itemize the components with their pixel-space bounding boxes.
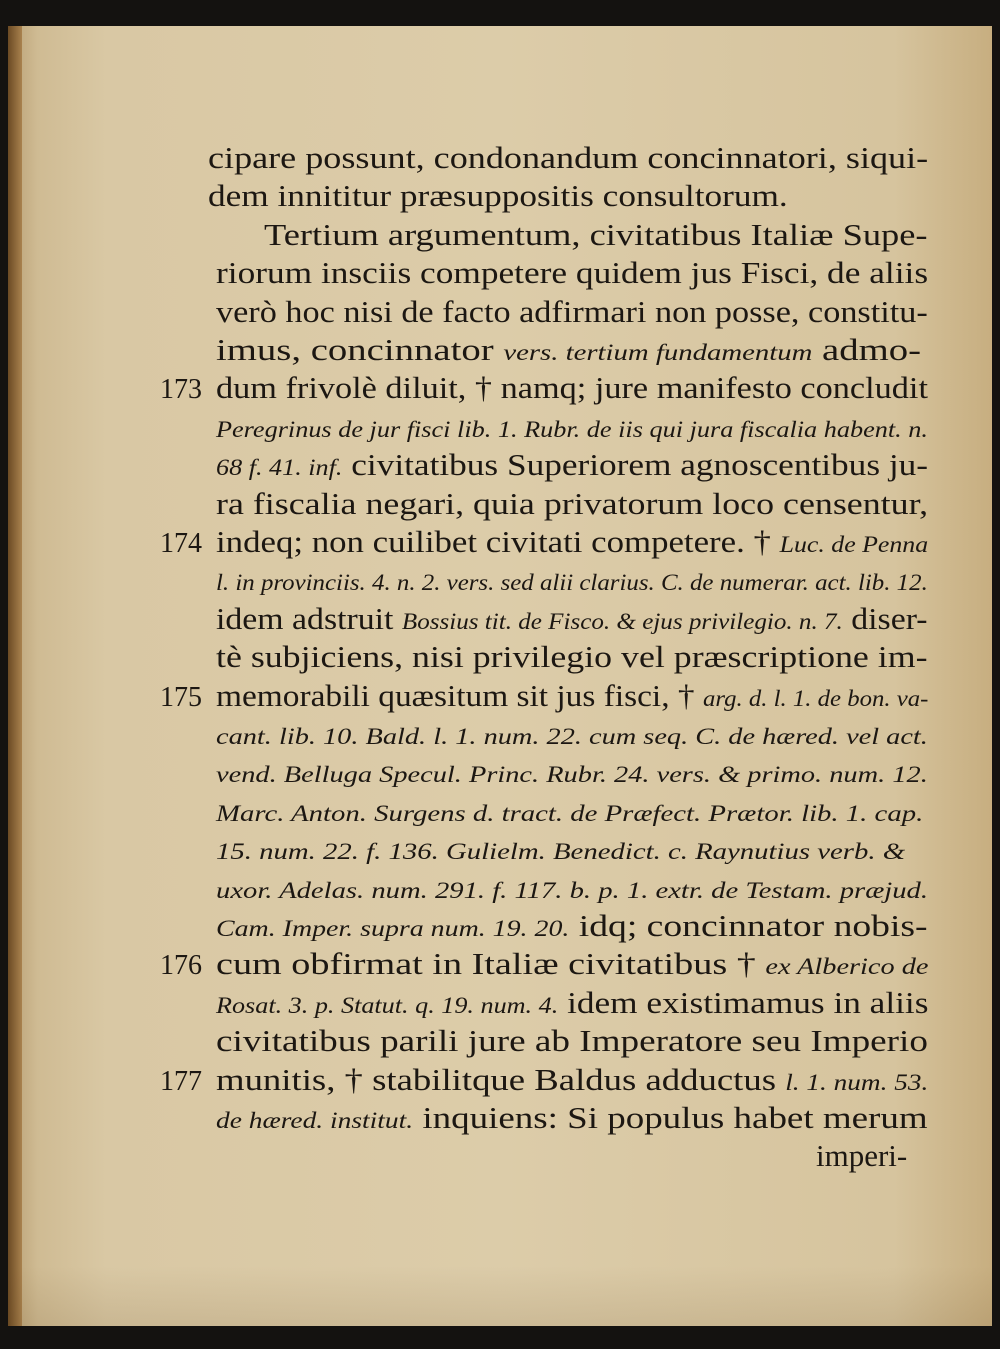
text-line <box>216 332 921 371</box>
citation-text: Luc. de Penna <box>779 532 929 557</box>
text-line <box>208 140 928 176</box>
citation-text: l. in provinciis. 4. n. 2. vers. sed alii clarius. C. de numerar. act. lib. 12. <box>216 570 928 596</box>
text-line <box>216 1062 928 1101</box>
citation-text: Peregrinus de jur fisci lib. 1. Rubr. de iis qui jura fiscalia habent. n. <box>216 416 928 442</box>
body-text: idq; concinnator nobis- <box>569 908 928 943</box>
body-text: ra fiscalia negari, quia privatorum loco censentur, <box>216 485 929 521</box>
book-spine <box>8 26 22 1326</box>
body-text: admo- <box>812 332 922 367</box>
body-text: verò hoc nisi de facto adfirmari non posse, constitu- <box>216 293 928 329</box>
page-shadow <box>8 1266 992 1326</box>
margin-number: 173 <box>160 374 202 406</box>
text-line <box>216 601 928 640</box>
body-text: imus, concinnator <box>216 332 504 367</box>
margin-number: 175 <box>160 681 202 713</box>
citation-text: vers. tertium fundamentum <box>503 340 813 365</box>
text-line <box>216 562 928 601</box>
citation-text: cant. lib. 10. Bald. l. 1. num. 22. cum seq. C. de hæred. vel act. <box>216 724 928 749</box>
citation-text: uxor. Adelas. num. 291. f. 117. b. p. 1. extr. de Testam. præjud. <box>216 877 929 903</box>
body-text: indeq; non cuilibet civitati competere. † <box>216 524 780 559</box>
text-line <box>208 178 788 214</box>
citation-text: de hæred. institut. <box>216 1108 414 1133</box>
citation-text: Rosat. 3. p. Statut. q. 19. num. 4. <box>216 992 559 1018</box>
text-line <box>216 985 928 1024</box>
text-line <box>216 908 928 947</box>
body-text: diser- <box>842 600 928 636</box>
body-text: cum obfirmat in Italiæ civitatibus † <box>216 946 766 982</box>
body-text: idem existimamus in aliis <box>558 984 929 1020</box>
citation-text: 15. num. 22. f. 136. Gulielm. Benedict. c. Raynutius verb. & <box>216 839 906 865</box>
body-text: idem adstruit <box>216 600 402 636</box>
text-line <box>216 447 928 486</box>
citation-text: vend. Belluga Specul. Princ. Rubr. 24. vers. & primo. num. 12. <box>216 762 928 788</box>
body-text: memorabili quæsitum sit jus fisci, † <box>216 677 703 713</box>
body-text: dem innititur præsuppositis consultorum. <box>208 178 788 214</box>
text-line <box>216 370 928 406</box>
text-line <box>216 831 905 870</box>
citation-text: l. 1. num. 53. <box>785 1069 929 1095</box>
text-line <box>216 1100 928 1139</box>
text-line <box>216 870 928 909</box>
body-text: Tertium argumentum, civitatibus Italiæ Supe- <box>264 216 928 252</box>
text-line <box>216 639 928 675</box>
body-text: munitis, † stabilitque Baldus adductus <box>216 1061 786 1097</box>
body-text: cipare possunt, condonandum concinnatori, siqui- <box>208 140 929 175</box>
text-line <box>216 409 928 448</box>
citation-text: arg. d. l. 1. de bon. va- <box>702 685 929 711</box>
text-line <box>216 524 928 563</box>
margin-number: 176 <box>160 950 202 982</box>
body-text: inquiens: Si populus habet merum <box>413 1100 928 1135</box>
text-line <box>264 217 928 253</box>
citation-text: 68 f. 41. inf. <box>216 455 343 481</box>
citation-text: Cam. Imper. supra num. 19. 20. <box>216 916 570 941</box>
body-text: dum frivolè diluit, † namq; jure manifesto concludit <box>216 370 928 406</box>
text-line <box>216 255 928 291</box>
body-text: civitatibus parili jure ab Imperatore seu Imperio <box>216 1023 928 1059</box>
margin-number: 174 <box>160 528 202 559</box>
text-line <box>216 754 928 793</box>
citation-text: ex Alberico de <box>765 954 929 980</box>
text-line <box>216 793 923 832</box>
margin-number: 177 <box>160 1065 202 1097</box>
body-text: civitatibus Superiorem agnoscentibus ju- <box>342 447 929 483</box>
text-line <box>216 294 928 330</box>
text-line <box>216 678 928 717</box>
text-line <box>216 1023 928 1059</box>
book-page <box>8 26 992 1326</box>
body-text: riorum insciis competere quidem jus Fisci, de aliis <box>216 255 929 291</box>
body-text: imperi- <box>816 1138 908 1174</box>
citation-text: Marc. Anton. Surgens d. tract. de Præfect. Prætor. lib. 1. cap. <box>216 800 924 826</box>
text-line <box>216 486 928 522</box>
text-line <box>816 1138 907 1174</box>
body-text: tè subjiciens, nisi privilegio vel præscriptione im- <box>216 639 928 675</box>
text-line <box>216 946 929 985</box>
text-line <box>216 716 928 755</box>
citation-text: Bossius tit. de Fisco. & ejus privilegio. n. 7. <box>401 608 843 634</box>
